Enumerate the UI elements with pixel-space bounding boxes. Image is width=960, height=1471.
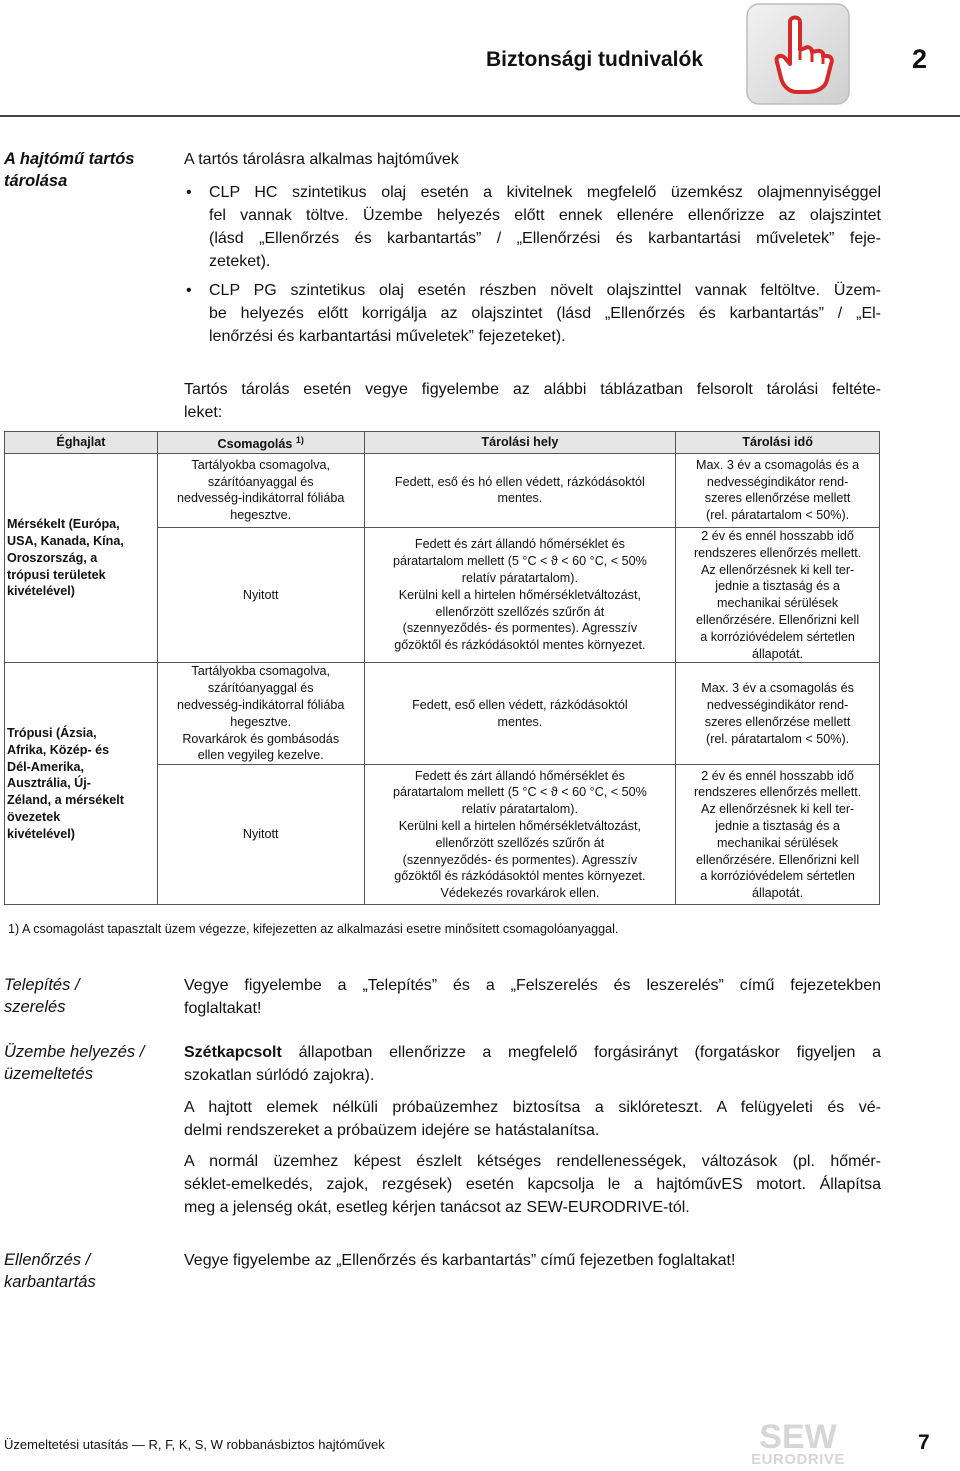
cell-storage-duration: 2 év és ennél hosszabb idő rendszeres ellenőrzés mellett. Az ellenőrzésnek ki kell ter- jednie a tisztaság és a mechanikai sérülések ellenőrzésére. Ellenőrizni kell a korrózióvédelem sértetlen állapotát. [676, 765, 880, 905]
commission-p1-rest: állapotban ellenőrizze a megfelelő forgásirányt (forgatáskor figyeljen a [281, 1044, 881, 1061]
bullet-1-line-2: fel vannak töltve. Üzembe helyezés előtt ennek ellenére ellenőrizze az olajszintet [209, 207, 881, 224]
install-text-line-1: Vegye figyelembe a „Telepítés” és a „Felszerelés és leszerelés” című fejezetekben [184, 977, 881, 994]
svg-text:SEW: SEW [759, 1418, 837, 1456]
commission-p3-line-1: A normál üzemhez képest észlelt kétséges rendellenességek, változások (pl. hőmér- [184, 1153, 881, 1170]
commission-p1-bold: Szétkapcsolt [184, 1044, 282, 1061]
storage-intro: A tartós tárolásra alkalmas hajtóművek [184, 151, 459, 168]
table-intro-line-1: Tartós tárolás esetén vegye figyelembe az alábbi táblázatban felsorolt tárolási feltéte- [184, 381, 881, 398]
section-label-install-1: Telepítés / [4, 976, 80, 994]
commission-paragraph-2 [184, 1096, 881, 1142]
table-row [5, 453, 880, 527]
bullet-2-line-1: CLP PG szintetikus olaj esetén részben növelt olajszinttel vannak feltöltve. Üzem- [209, 282, 881, 299]
bullet-1-line-3: (lásd „Ellenőrzés és karbantartás” / „Ellenőrzési és karbantartási műveletek” feje- [209, 230, 881, 247]
section-label-storage-2: tárolása [4, 172, 68, 190]
sew-eurodrive-logo [744, 1418, 852, 1466]
chapter-number: 2 [912, 44, 928, 74]
footnote-marker: 1) [295, 435, 304, 445]
table-intro [184, 378, 881, 424]
bullet-2-line-2: be helyezés előtt korrigálja az olajszintet (lásd „Ellenőrzés és karbantartás” / „El- [209, 305, 881, 322]
bullet-dot: • [186, 282, 192, 299]
cell-storage-duration: Max. 3 év a csomagolás és nedvességindikátor rend- szeres ellenőrzése mellett (rel. páratartalom < 50%). [676, 663, 880, 765]
section-label-commission-2: üzemeltetés [4, 1065, 93, 1083]
col-header-climate: Éghajlat [5, 432, 158, 454]
table-footnote: 1) A csomagolást tapasztalt üzem végezze, kifejezetten az alkalmazási esetre minősített csomagolóanyaggal. [8, 922, 619, 936]
col-header-packaging [157, 432, 364, 454]
bullet-1-line-4: zeteket). [209, 253, 271, 270]
header-title: Biztonsági tudnivalók [486, 48, 704, 71]
bullet-2 [209, 279, 881, 348]
storage-conditions-table [4, 431, 880, 905]
table-row [5, 663, 880, 765]
pointing-hand-icon [745, 2, 851, 106]
bullet-1 [209, 181, 881, 273]
col-header-duration: Tárolási idő [676, 432, 880, 454]
cell-storage-place: Fedett és zárt állandó hőmérséklet és páratartalom mellett (5 °C < ϑ < 60 °C, < 50% relatív páratartalom). Kerülni kell a hirtelen hőmérsékletváltozást, ellenőrzött szellőzés szűrőn át (szennyeződés- és pormentes). Agresszív gőzöktől és rázkódásoktól mentes környezet. Védekezés rovarkárok ellen. [364, 765, 676, 905]
cell-climate: Mérsékelt (Európa, USA, Kanada, Kína, Oroszország, a trópusi területek kivételével) [5, 453, 158, 662]
col-header-place: Tárolási hely [364, 432, 676, 454]
section-label-inspection-1: Ellenőrzés / [4, 1251, 91, 1269]
bullet-1-line-1: CLP HC szintetikus olaj esetén a kivitelnek megfelelő üzemkész olajmennyiséggel [209, 184, 881, 201]
cell-storage-duration: 2 év és ennél hosszabb idő rendszeres ellenőrzés mellett. Az ellenőrzésnek ki kell ter- jednie a tisztaság és a mechanikai sérülések ellenőrzésére. Ellenőrizni kell a korrózióvédelem sértetlen állapotát. [676, 527, 880, 662]
table-intro-line-2: leket: [184, 404, 223, 421]
commission-p3-line-3: meg a jelenség okát, esetleg kérjen tanácsot az SEW-EURODRIVE-tól. [184, 1199, 690, 1216]
commission-paragraph-1 [184, 1041, 881, 1087]
footer-document-title: Üzemeltetési utasítás — R, F, K, S, W robbanásbiztos hajtóművek [4, 1437, 385, 1452]
cell-storage-place: Fedett, eső ellen védett, rázkódásoktól mentes. [364, 663, 676, 765]
table-header-row [5, 432, 880, 454]
section-label-inspection-2: karbantartás [4, 1273, 96, 1291]
bullet-2-line-3: lenőrzési és karbantartási műveletek” fejezeteket). [209, 328, 566, 345]
bullet-dot: • [186, 184, 192, 201]
inspection-text: Vegye figyelembe az „Ellenőrzés és karbantartás” című fejezetben foglaltakat! [184, 1252, 736, 1269]
commission-p2-line-2: delmi rendszereket a próbaüzem idejére se hatástalanítsa. [184, 1122, 600, 1139]
section-label-storage-1: A hajtómű tartós [4, 150, 135, 168]
commission-p2-line-1: A hajtott elemek nélküli próbaüzemhez biztosítsa a siklóreteszt. A felügyeleti és vé- [184, 1099, 881, 1116]
cell-storage-place: Fedett, eső és hó ellen védett, rázkódásoktól mentes. [364, 453, 676, 527]
section-label-commission-1: Üzembe helyezés / [4, 1043, 145, 1061]
commission-p1-line-1 [184, 1041, 881, 1064]
install-text [184, 974, 881, 1020]
cell-storage-place: Fedett és zárt állandó hőmérséklet és páratartalom mellett (5 °C < ϑ < 60 °C, < 50% relatív páratartalom). Kerülni kell a hirtelen hőmérsékletváltozást, ellenőrzött szellőzés szűrőn át (szennyeződés- és pormentes). Agresszív gőzöktől és rázkódásoktól mentes környezet. [364, 527, 676, 662]
cell-packaging: Tartályokba csomagolva, szárítóanyaggal és nedvesség-indikátorral fóliába hegesztve. Rovarkárok és gombásodás ellen vegyileg kezelve. [157, 663, 364, 765]
svg-text:EURODRIVE: EURODRIVE [751, 1451, 845, 1466]
cell-packaging: Nyitott [157, 527, 364, 662]
header-divider [0, 115, 960, 117]
commission-p3-line-2: séklet-emelkedés, zajok, rezgések) esetén kapcsolja le a hajtóművES motort. Állapítsa [184, 1176, 881, 1193]
cell-climate: Trópusi (Ázsia, Afrika, Közép- és Dél-Amerika, Ausztrália, Új- Zéland, a mérsékelt övezetek kivételével) [5, 663, 158, 905]
cell-storage-duration: Max. 3 év a csomagolás és a nedvességindikátor rend- szeres ellenőrzése mellett (rel. páratartalom < 50%). [676, 453, 880, 527]
page-number: 7 [918, 1431, 930, 1454]
commission-p1-line-2: szokatlan súrlódó zajokra). [184, 1067, 375, 1084]
commission-paragraph-3 [184, 1150, 881, 1219]
install-text-line-2: foglaltakat! [184, 1000, 262, 1017]
cell-packaging: Nyitott [157, 765, 364, 905]
section-label-install-2: szerelés [4, 998, 66, 1016]
cell-packaging: Tartályokba csomagolva, szárítóanyaggal és nedvesség-indikátorral fóliába hegesztve. [157, 453, 364, 527]
col-header-packaging-label: Csomagolás [217, 437, 293, 452]
